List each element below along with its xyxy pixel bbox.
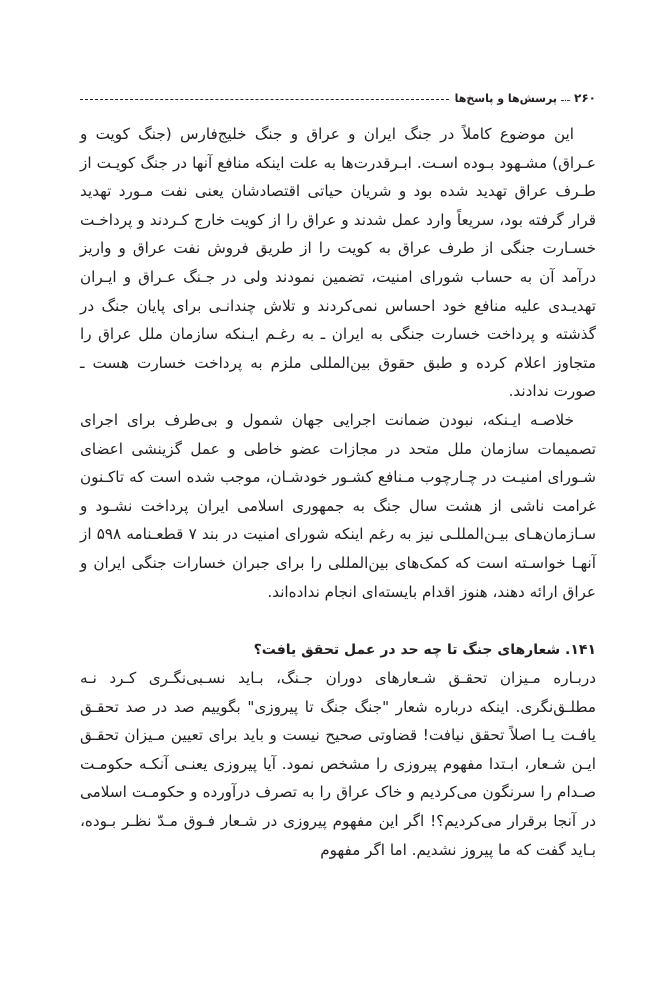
paragraph-1: این موضوع کاملاً در جنگ ایران و عراق و جنگ خلیج‌فارس (جنگ کویت و عـراق) مشـهود بـوده اسـت. ابـرقدرت‌ها به علت اینکه منافع آنها در جنگ کویـت از طـرف عراق تهدید شده بود و شریان حیاتی اقتصادشان یعنی نفت مـورد تهدید قرار گرفته بود، سریعاً وارد عمل شدند و عراق را از کویت خارج کـردند و پرداخـت خسـارت جنگی از طرف عراق به کویت را از طریق فروش نفت عراق و واریز درآمد آن به حساب شورای امنیت، تضمین نمودند ولی در جـنگ عـراق و ایـران تهدیـدی علیه منافع خود احساس نمی‌کردند و تلاش چندانـی برای پایان جنگ در گذشته و پرداخت خسارت جنگی به ایران ـ به رغـم ایـنکه سازمان ملل عراق را متجاوز اعلام کرده و طبق حقوق بین‌المللی ملزم به پرداخت خسارت هست ـ صورت ندادند. [80,125,596,401]
question-heading: ۱۴۱. شعارهای جنگ تا چه حد در عمل تحقق یافت؟ [253,642,596,659]
body-text [80,120,596,864]
header-dashed-rule [80,99,449,100]
header-separator: ـ.ـ [560,92,571,104]
page-header [80,88,596,108]
answer-paragraph: دربـاره مـیزان تحقـق شـعارهای دوران جـنگ، بـاید نسـبی‌نگـری کـرد نـه مطلـق‌نگری. اینکه درباره شعار "جنگ جنگ تا پیروزی" بگوییم صد در صد تحقـق یافـت یـا اصلاً تحقق نیافت! قضاوتی صحیح نیست و باید برای تعیین مـیزان تحقـق ایـن شـعار، ابـتدا مفهوم پیروزی را مشخص نمود. آیا پیروزی یعنـی آنکـه حکومـت صـدام را سرنگون می‌کردیم و خاک عراق را به تصرف درآورده و حکومـت اسلامی در آنجا برقرار می‌کردیم؟! اگر این مفهوم پیروزی در شـعار فـوق مـدّ نظـر بـوده، بـاید گفت که ما پیروز نشدیم. اما اگر مفهوم [80,669,596,859]
running-title: پرسش‌ها و پاسخ‌ها [454,91,557,105]
page-number: ۲۶۰ [574,91,596,105]
paragraph-2: خلاصـه ایـنکه، نبودن ضمانت اجرایی جهان شمول و بی‌طرف برای اجرای تصمیمات سازمان ملل متحد در مجازات عضو خاطی و عمل گزینشی اعضای شـورای امنیـت در چـارچوب مـنافع کشـور خودشـان، موجب شده است که تاکـنون غرامت ناشی از هشت سال جنگ به جمهوری اسلامی ایران پرداخت نشـود و سـازمان‌هـای بیـن‌المللـی نیز به رغم اینکه شورای امنیت در بند ۷ قطعـنامه ۵۹۸ از آنهـا خواسـته است که کمک‌های بین‌المللی را برای جبران خسارات جنگی ایران و عراق ارائه دهند، هنوز اقدام بایسته‌ای انجام نداده‌اند. [80,410,596,601]
